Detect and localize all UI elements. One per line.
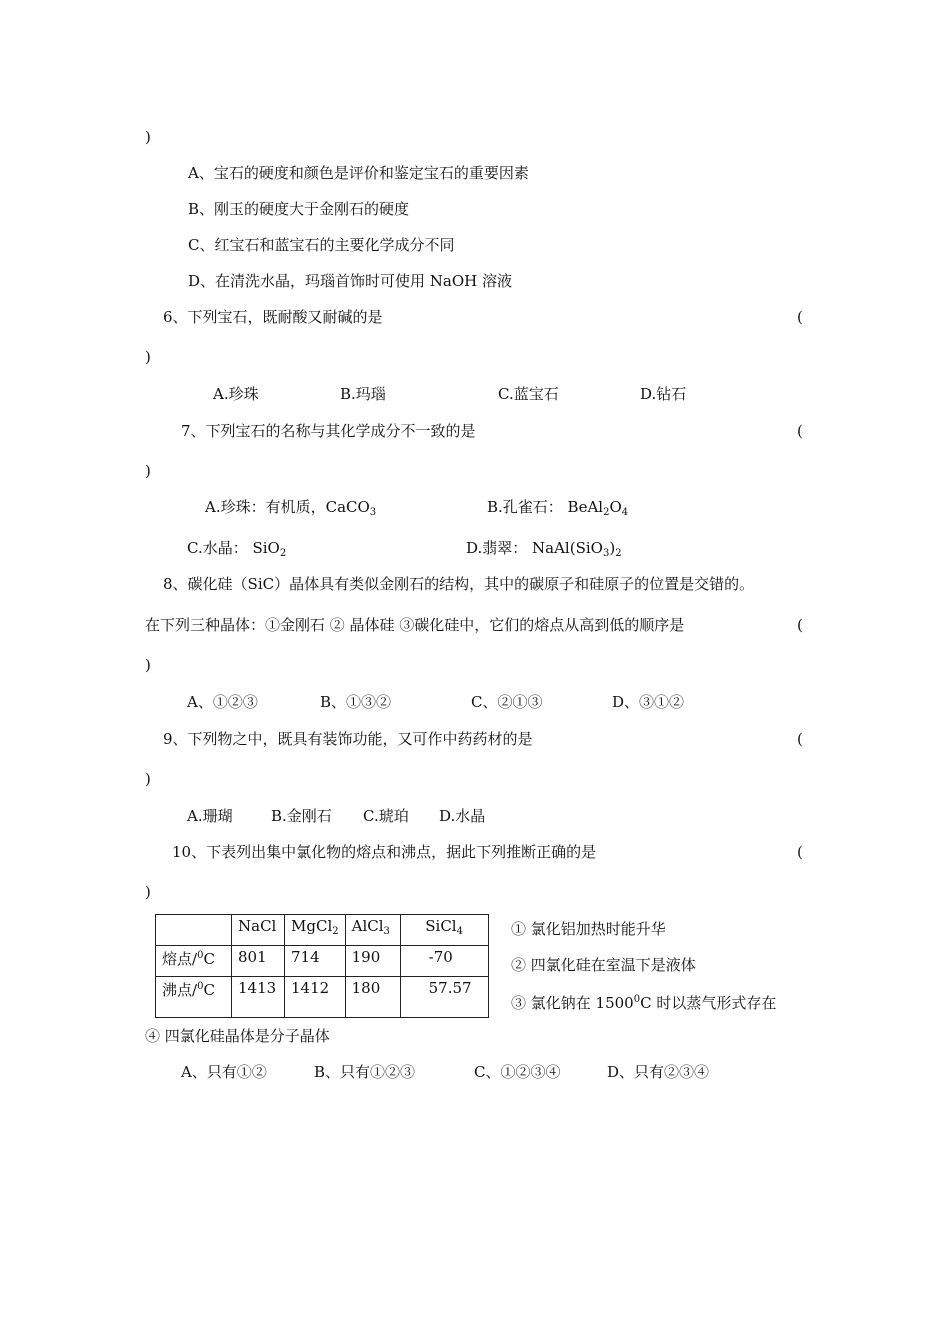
q9-paren-close: ) <box>145 770 151 788</box>
q9-option-d: D.水晶 <box>439 807 486 825</box>
q7-paren-close: ) <box>145 462 151 480</box>
q5-option-c: C、红宝石和蓝宝石的主要化学成分不同 <box>188 236 455 254</box>
q7-option-a: A.珍珠：有机质，CaCO$_3$ <box>205 498 377 518</box>
q10-option-b: B、只有①②③ <box>314 1063 416 1081</box>
table-cell: 1413 <box>232 977 285 1018</box>
table-header: SiCl$_4$ <box>400 915 488 946</box>
q8-option-c: C、②①③ <box>471 693 543 711</box>
q8-paren-close: ) <box>145 656 151 674</box>
q10-stem: 10、下表列出集中氯化物的熔点和沸点，据此下列推断正确的是 <box>172 843 597 861</box>
q10-paren-open: ( <box>797 843 803 861</box>
q8-paren-open: ( <box>797 616 803 634</box>
table-row-boiling <box>156 977 489 1018</box>
q7-option-b: B.孔雀石： $BeAl_2O_4$ <box>487 498 629 518</box>
table-header: NaCl <box>232 915 285 946</box>
table-header: AlCl$_3$ <box>345 915 400 946</box>
q5-option-a: A、宝石的硬度和颜色是评价和鉴定宝石的重要因素 <box>188 164 529 182</box>
table-cell: 190 <box>345 946 400 977</box>
q5-option-d: D、在清洗水晶，玛瑙首饰时可使用 NaOH 溶液 <box>188 272 513 290</box>
table-row-melting <box>156 946 489 977</box>
q6-option-c: C.蓝宝石 <box>498 385 559 403</box>
table-header: MgCl$_2$ <box>285 915 346 946</box>
q7-option-d: D.翡翠： $NaAl(SiO_3)_2$ <box>466 539 622 559</box>
q8-stem-line1: 8、碳化硅（SiC）晶体具有类似金刚石的结构，其中的碳原子和硅原子的位置是交错的。 <box>163 575 755 593</box>
q10-statement-1: ① 氯化铝加热时能升华 <box>511 920 666 938</box>
q10-statement-3: ③ 氯化钠在 1500$^0$C 时以蒸气形式存在 <box>511 994 777 1012</box>
q6-option-d: D.钻石 <box>640 385 687 403</box>
table-cell: 1412 <box>285 977 346 1018</box>
table-cell: 57.57 <box>400 977 488 1018</box>
chloride-table <box>155 914 489 1018</box>
q6-option-a: A.珍珠 <box>213 385 259 403</box>
table-row-label: 沸点/$^0$C <box>156 977 232 1018</box>
table-cell: 180 <box>345 977 400 1018</box>
q5-option-b: B、刚玉的硬度大于金刚石的硬度 <box>188 200 410 218</box>
table-header-row <box>156 915 489 946</box>
q5-paren-close: ) <box>145 128 151 146</box>
q10-statement-2: ② 四氯化硅在室温下是液体 <box>511 956 696 974</box>
q10-paren-close: ) <box>145 883 151 901</box>
q10-option-c: C、①②③④ <box>474 1063 561 1081</box>
q7-stem: 7、下列宝石的名称与其化学成分不一致的是 <box>181 422 476 440</box>
q7-option-c: C.水晶： SiO$_2$ <box>187 539 287 559</box>
q10-option-d: D、只有②③④ <box>607 1063 710 1081</box>
table-cell: -70 <box>400 946 488 977</box>
table-cell: 801 <box>232 946 285 977</box>
table-cell: 714 <box>285 946 346 977</box>
q9-option-a: A.珊瑚 <box>187 807 233 825</box>
q6-paren-open: ( <box>797 308 803 326</box>
q8-option-a: A、①②③ <box>187 693 258 711</box>
q8-option-b: B、①③② <box>320 693 392 711</box>
q9-option-c: C.琥珀 <box>363 807 409 825</box>
q10-statement-4: ④ 四氯化硅晶体是分子晶体 <box>145 1027 330 1045</box>
q6-paren-close: ) <box>145 348 151 366</box>
q10-option-a: A、只有①② <box>181 1063 267 1081</box>
q8-stem-line2: 在下列三种晶体：①金刚石 ② 晶体硅 ③碳化硅中，它们的熔点从高到低的顺序是 <box>145 616 685 634</box>
q9-stem: 9、下列物之中，既具有装饰功能，又可作中药药材的是 <box>163 730 533 748</box>
q9-option-b: B.金刚石 <box>271 807 332 825</box>
table-corner-cell <box>156 915 232 946</box>
q6-option-b: B.玛瑙 <box>340 385 386 403</box>
q8-option-d: D、③①② <box>612 693 685 711</box>
table-row-label: 熔点/$^0$C <box>156 946 232 977</box>
q9-paren-open: ( <box>797 730 803 748</box>
q7-paren-open: ( <box>797 422 803 440</box>
q6-stem: 6、下列宝石，既耐酸又耐碱的是 <box>163 308 383 326</box>
